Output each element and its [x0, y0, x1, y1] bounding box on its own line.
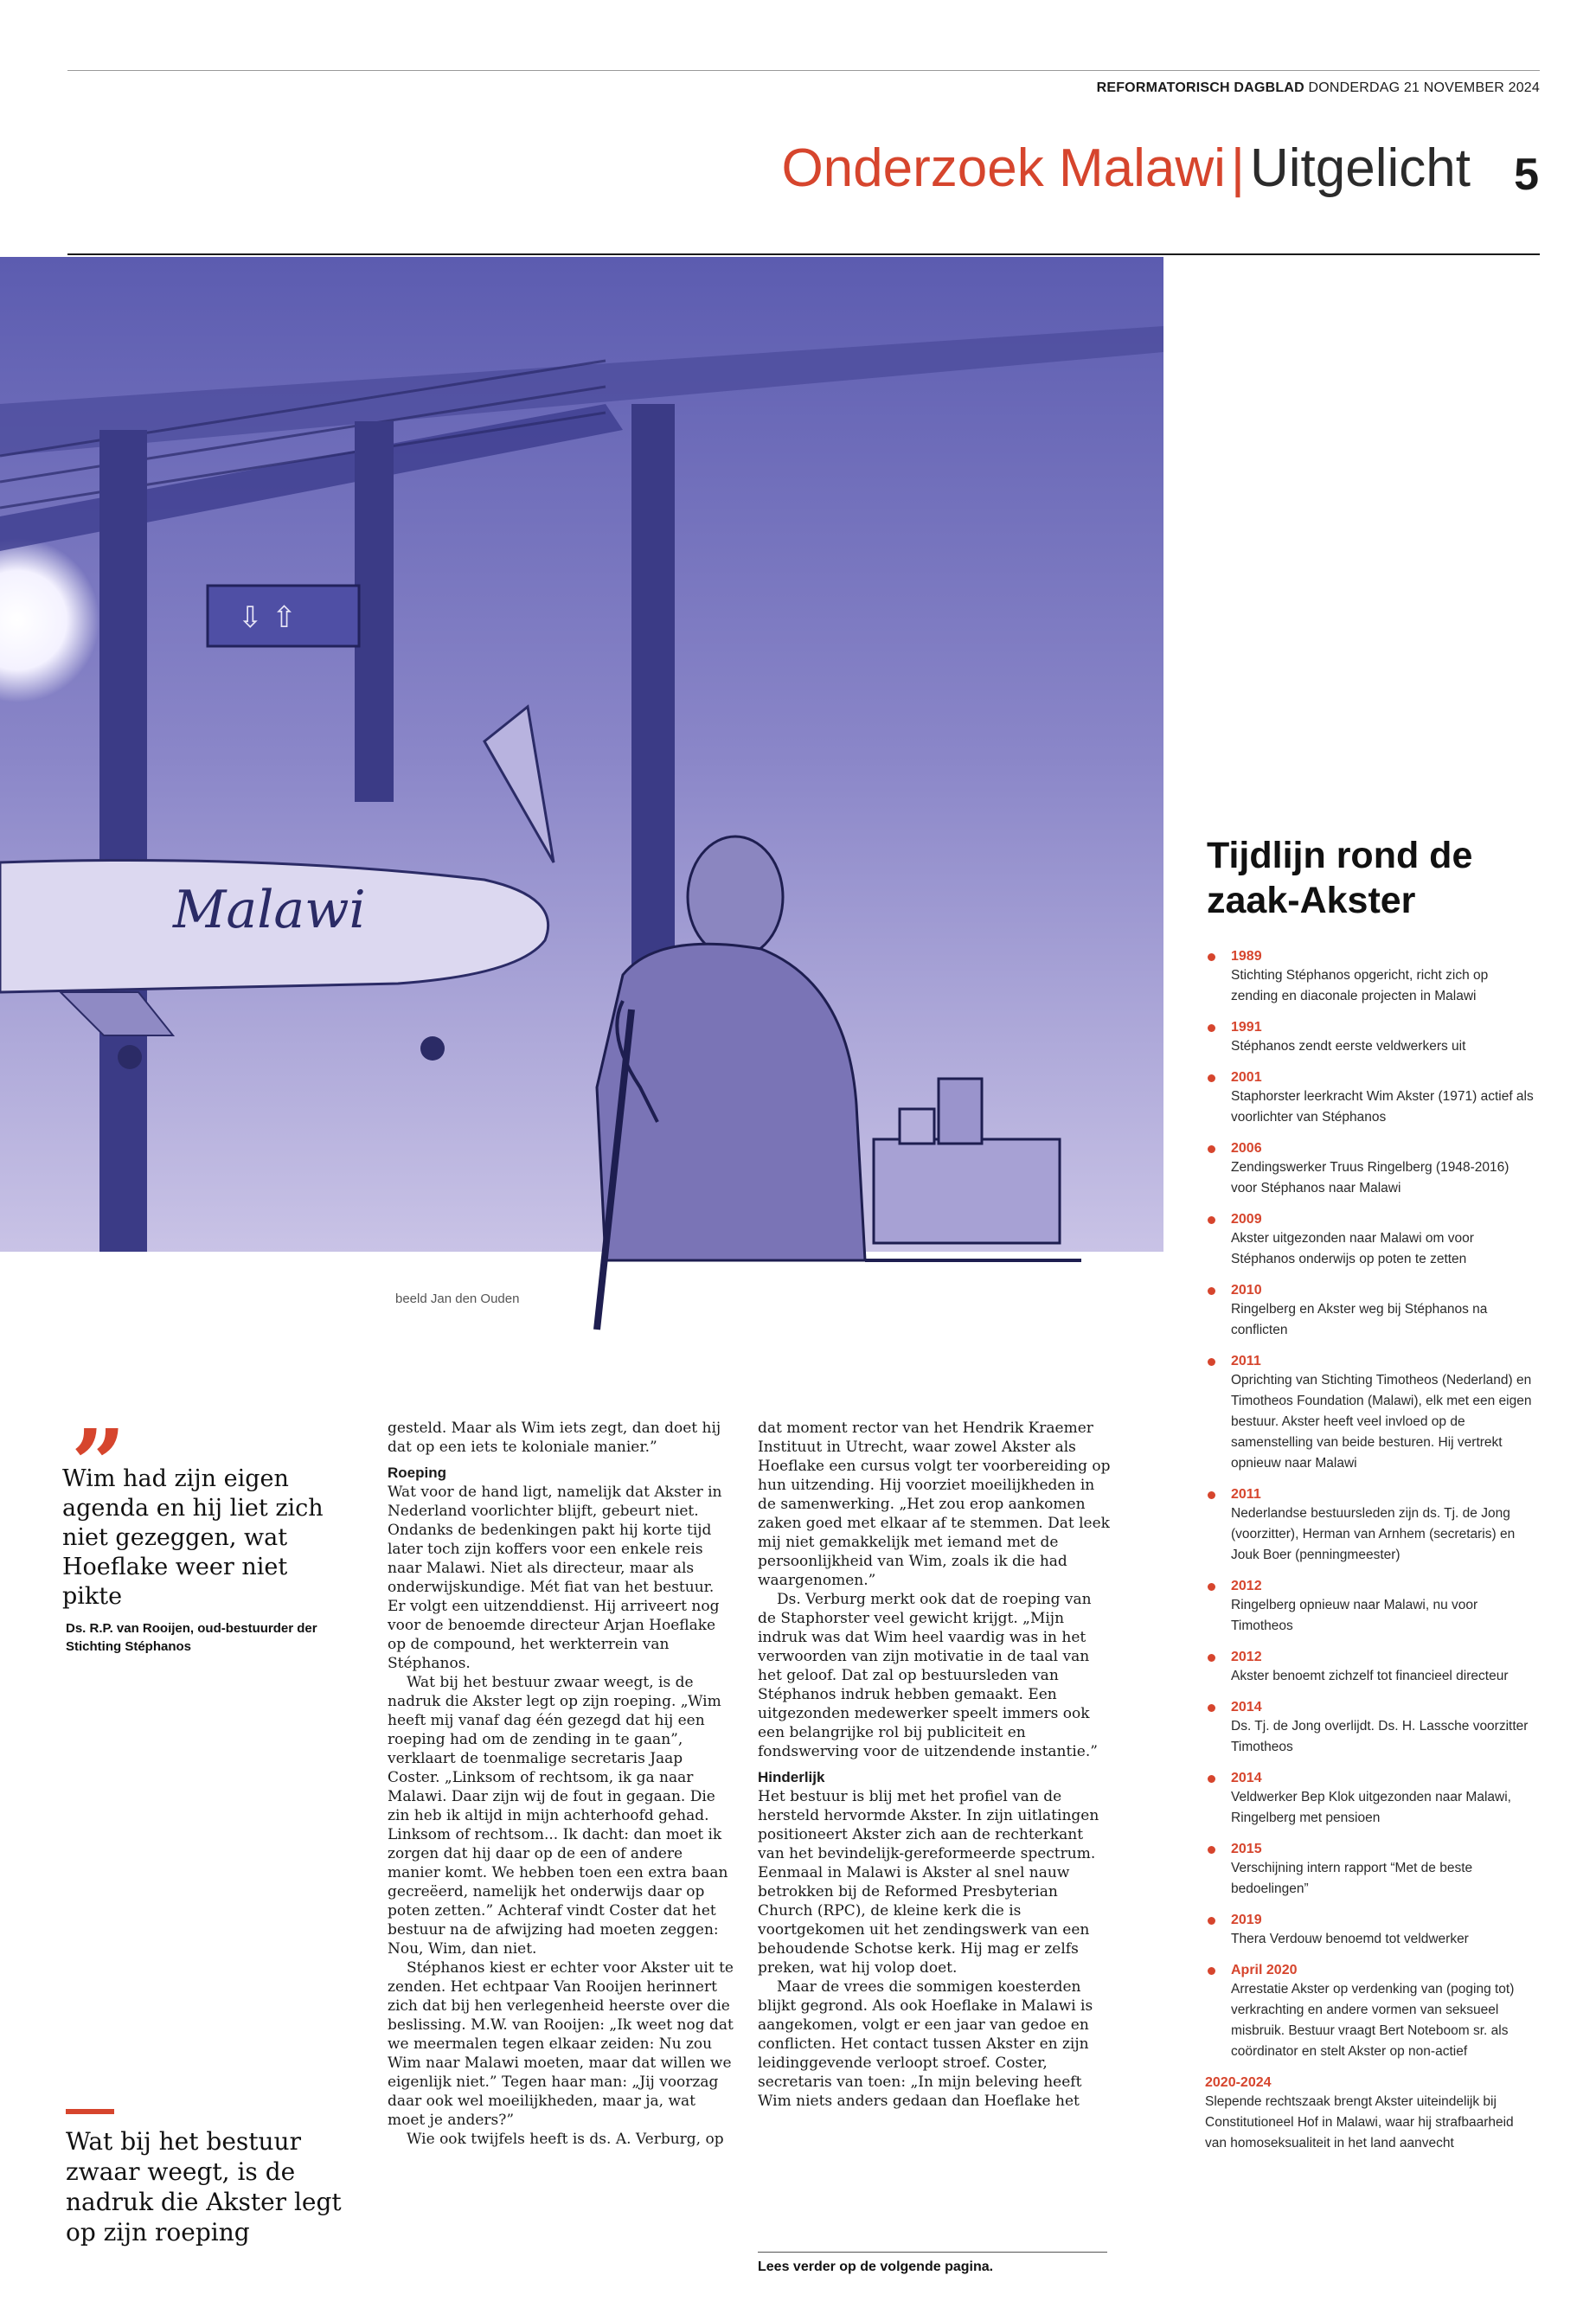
paragraph: Ds. Verburg merkt ook dat de roeping van de Staphorster veel gewicht krijgt. „Mijn indruk was dat Wim heel vaardig was in het verwoorden van zijn motivatie in de taal van het geloof. Dat zal op bestuursleden van Stéphanos indruk hebben gemaakt. Een uitgezonden medewerker speelt immers ook een belangrijke rol bij publiciteit en fondswerving voor de uitzendende instantie.”: [758, 1591, 1098, 1760]
header-rule: [67, 253, 1540, 255]
timeline-year: 2011: [1231, 1354, 1261, 1368]
timeline-text: Stéphanos zendt eerste veldwerkers uit: [1231, 1039, 1466, 1054]
paragraph: dat moment rector van het Hendrik Kraemer Instituut in Utrecht, waar zowel Akster als Hoeflake een cursus volgt ter voorbereiding op hun uitzending. Hij voorziet moeilijkheden in de samenwerking. „Het zou erop aankomen zaken goed met elkaar af te stemmen. Dat leek mij niet gemakkelijk met iemand met de persoonlijkheid van Wim, zoals ik die had waargenomen.”: [758, 1420, 1111, 1589]
timeline-year: 2014: [1231, 1700, 1262, 1715]
paragraph: Wat bij het bestuur zwaar weegt, is de nadruk die Akster legt op zijn roeping. „Wim heeft mij vanaf dag één gezegd dat hij een roeping had om de zending in te gaan”, verklaart de toenmalige secretaris Jaap Coster. „Linksom of rechtsom, ik ga naar Malawi. Daar zijn wij de fout in gegaan. Die zin heb ik altijd in mijn achterhoofd gehad. Linksom of rechtsom... Ik dacht: dan moet ik zorgen dat hij daar op de een of andere manier komt. We hebben toen een extra baan gecreëerd, namelijk het onderwijs daar op poten zetten.” Achteraf vindt Coster dat het bestuur na de afwijzing had moeten zeggen: Nou, Wim, dan niet.: [388, 1674, 728, 1958]
section-sub: Uitgelicht: [1250, 138, 1471, 198]
timeline-year: April 2020: [1231, 1963, 1298, 1977]
pull-quote-2: Wat bij het bestuur zwaar weegt, is de nadruk die Akster legt op zijn roeping: [66, 2127, 342, 2247]
timeline-text: Ringelberg en Akster weg bij Stéphanos na conflicten: [1231, 1302, 1488, 1337]
timeline-item: [1205, 1282, 1538, 1341]
timeline-year: 2012: [1231, 1579, 1262, 1593]
quote-mark-icon: ”: [71, 1408, 126, 1520]
subheading-hinderlijk: Hinderlijk: [758, 1769, 825, 1785]
airport-illustration: [0, 257, 1163, 1356]
pillar-left: [99, 430, 147, 1252]
timeline-dot: [1208, 1654, 1215, 1662]
timeline-item: [1205, 1770, 1538, 1829]
timeline-dot: [1208, 1145, 1215, 1153]
timeline-year: 1989: [1231, 949, 1262, 964]
timeline-item: [1205, 1841, 1538, 1900]
timeline-text: Zendingswerker Truus Ringelberg (1948-2016) voor Stéphanos naar Malawi: [1231, 1160, 1509, 1195]
timeline-item: [1205, 1962, 1538, 2062]
timeline-dot: [1208, 1287, 1215, 1295]
timeline-text: Ds. Tj. de Jong overlijdt. Ds. H. Lassche voorzitter Timotheos: [1231, 1719, 1529, 1754]
timeline-text: Thera Verdouw benoemd tot veldwerker: [1231, 1932, 1469, 1946]
timeline-text: Akster uitgezonden naar Malawi om voor Stéphanos onderwijs op poten te zetten: [1231, 1231, 1474, 1266]
timeline-year: 2015: [1231, 1842, 1262, 1856]
sign-arrows: ⇩ ⇧: [238, 600, 297, 635]
paragraph: Stéphanos kiest er echter voor Akster uit te zenden. Het echtpaar Van Rooijen herinnert zich dat bij hen verlegenheid heerste over die beslissing. M.W. van Rooijen: „Ik weet nog dat we meermalen tegen elkaar zeiden: Nu zou Wim naar Malawi moeten, maar dat willen we eigenlijk niet.” Tegen haar man: „Jij voorzag daar ook wel moeilijkheden, maar ja, wat moet je anders?”: [388, 1959, 734, 2129]
timeline-text: Nederlandse bestuursleden zijn ds. Tj. de Jong (voorzitter), Herman van Arnhem (secretaris) en Jouk Boer (penningmeester): [1231, 1506, 1516, 1562]
timeline-year: 2014: [1231, 1771, 1262, 1785]
read-more-link[interactable]: Lees verder op de volgende pagina.: [758, 2259, 994, 2274]
subheading-roeping: Roeping: [388, 1465, 446, 1481]
timeline-text: Stichting Stéphanos opgericht, richt zich op zending en diaconale projecten in Malawi: [1231, 968, 1489, 1003]
pillar-middle: [355, 421, 394, 802]
timeline-dot: [1208, 1704, 1215, 1712]
section-title: [781, 138, 1471, 198]
timeline-dot: [1208, 1491, 1215, 1499]
timeline-title: Tijdlijn rond de zaak-Akster: [1207, 835, 1473, 921]
timeline-item: [1205, 1578, 1538, 1637]
paragraph: Wie ook twijfels heeft is ds. A. Verburg, op: [407, 2131, 724, 2148]
timeline-text: Staphorster leerkracht Wim Akster (1971) actief als voorlichter van Stéphanos: [1231, 1089, 1534, 1125]
timeline-item: [1205, 1353, 1538, 1474]
timeline-year: 2010: [1231, 1283, 1262, 1298]
timeline-dot: [1208, 1917, 1215, 1925]
timeline-text: Slepende rechtszaak brengt Akster uiteindelijk bij Constitutioneel Hof in Malawi, waar hij strafbaarheid van homoseksualiteit in het land aanvecht: [1205, 2094, 1514, 2150]
timeline-text: Oprichting van Stichting Timotheos (Nederland) en Timotheos Foundation (Malawi), elk met een eigen bestuur. Akster heeft veel invloed op de samenstelling van beide besturen. Hij vertrekt opnieuw naar Malawi: [1231, 1373, 1532, 1471]
page-number: 5: [1514, 150, 1539, 200]
pull-quote-1-source: Ds. R.P. van Rooijen, oud-bestuurder der Stichting Stéphanos: [66, 1621, 317, 1654]
timeline-item: [1205, 1486, 1538, 1566]
timeline-text: Arrestatie Akster op verdenking van (poging tot) verkrachting en andere vormen van seksueel misbruik. Bestuur vraagt Bert Noteboom sr. als coördinator en stelt Akster op non-actief: [1231, 1982, 1515, 2059]
timeline-item: [1205, 948, 1538, 1007]
timeline-dot: [1208, 1024, 1215, 1032]
timeline-item: [1205, 1140, 1538, 1199]
paragraph: Het bestuur is blij met het profiel van de hersteld hervormde Akster. In zijn uitlatingen positioneert Akster zich aan de rechterkant van het bevindelijk-gereformeerde spectrum. Eenmaal in Malawi is Akster al snel nauw betrokken bij de Reformed Presbyterian Church (RPC), de kleine kerk die is voortgekomen uit het zendingswerk van een behoudende Schotse kerk. Hij mag er zelfs preken, wat hij volop doet.: [758, 1788, 1099, 1977]
timeline-year: 2001: [1231, 1070, 1262, 1085]
timeline-item: [1205, 1019, 1538, 1057]
timeline-item: [1205, 1699, 1538, 1758]
timeline-text: Veldwerker Bep Klok uitgezonden naar Malawi, Ringelberg met pensioen: [1231, 1790, 1511, 1825]
issue-date: DONDERDAG 21 NOVEMBER 2024: [1308, 80, 1540, 95]
article-column-1: [388, 1419, 734, 2149]
timeline-item: [1205, 1649, 1538, 1687]
timeline-year: 2019: [1231, 1913, 1262, 1927]
timeline-year: 1991: [1231, 1020, 1262, 1035]
timeline-text: Verschijning intern rapport “Met de beste bedoelingen”: [1231, 1861, 1473, 1896]
top-rule: [67, 70, 1540, 71]
timeline-dot: [1208, 1846, 1215, 1854]
timeline-item: [1205, 1912, 1538, 1950]
plane-text: Malawi: [173, 880, 366, 940]
timeline-list: [1205, 948, 1538, 2166]
timeline-dot: [1208, 1583, 1215, 1591]
paragraph: Wat voor de hand ligt, namelijk dat Akster in Nederland voorlichter blijft, gebeurt niet. Ondanks de bedenkingen pakt hij korte tijd later toch zijn koffers voor een enkele reis naar Malawi. Niet als directeur, maar als onderwijskundige. Mét fiat van het bestuur. Er volgt een uitzenddienst. Hij arriveert nog voor de benoemde directeur Arjan Hoeflake op de compound, het werkterrein van Stéphanos.: [388, 1484, 722, 1672]
timeline-dot: [1208, 953, 1215, 961]
masthead: [1097, 80, 1540, 96]
timeline-year: 2020-2024: [1205, 2075, 1272, 2090]
timeline-year: 2009: [1231, 1212, 1262, 1227]
timeline-dot: [1208, 1358, 1215, 1366]
article-column-2: [758, 1419, 1112, 2111]
section-main: Onderzoek Malawi: [781, 138, 1226, 198]
timeline-year: 2011: [1231, 1487, 1261, 1502]
timeline-dot: [1208, 1775, 1215, 1783]
pull-quote-1: Wim had zijn eigen agenda en hij liet zich niet gezeggen, wat Hoeflake weer niet pikte: [62, 1465, 324, 1610]
pull-quote-2-accent: [66, 2109, 114, 2114]
timeline-dot: [1208, 1074, 1215, 1082]
timeline-item: [1205, 2074, 1538, 2154]
timeline-text: Akster benoemt zichzelf tot financieel directeur: [1231, 1669, 1509, 1683]
section-separator: |: [1230, 138, 1245, 198]
timeline-dot: [1208, 1216, 1215, 1224]
timeline-item: [1205, 1069, 1538, 1128]
paragraph: Maar de vrees die sommigen koesterden blijkt gegrond. Als ook Hoeflake in Malawi is aangekomen, volgt er een jaar van gedoe en conflicten. Het contact tussen Akster en zijn leidinggevende verloopt stroef. Coster, secretaris van toen: „In mijn beleving heeft Wim niets anders gedaan dan Hoeflake het: [758, 1978, 1093, 2110]
timeline-dot: [1208, 1967, 1215, 1975]
timeline-year: 2006: [1231, 1141, 1262, 1156]
paper-name: REFORMATORISCH DAGBLAD: [1096, 80, 1304, 95]
illustration-credit: beeld Jan den Ouden: [395, 1292, 520, 1306]
timeline-year: 2012: [1231, 1650, 1262, 1664]
timeline-text: Ringelberg opnieuw naar Malawi, nu voor Timotheos: [1231, 1598, 1478, 1633]
paragraph: gesteld. Maar als Wim iets zegt, dan doet hij dat op een iets te koloniale manier.”: [388, 1420, 721, 1456]
read-more-rule: [758, 2252, 1107, 2253]
timeline-item: [1205, 1211, 1538, 1270]
